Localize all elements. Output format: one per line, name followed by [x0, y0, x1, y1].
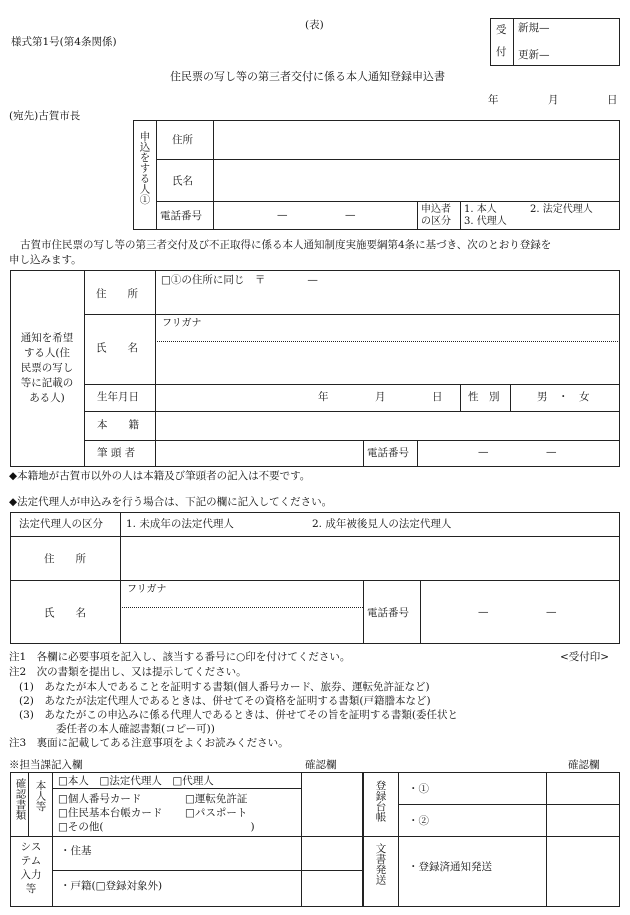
staff-reg-2: ・②	[408, 815, 429, 827]
legal-furigana: フリガナ	[127, 584, 167, 595]
staff-person-label: 本人等	[34, 780, 47, 812]
omote-label: (表)	[305, 19, 324, 31]
staff-confirm-2: 確認欄	[568, 759, 600, 771]
staff-jukiki: ・住基	[60, 845, 92, 857]
addressee: (宛先)古賀市長	[9, 110, 81, 122]
notify-address-label: 住 所	[96, 288, 138, 300]
staff-row-1: □本人 □法定代理人 □代理人	[58, 775, 214, 787]
staff-doc-send-label: 文書発送	[374, 843, 387, 885]
notify-birth-day: 日	[432, 391, 443, 403]
uketsuke-update: 更新—	[518, 49, 550, 61]
staff-doc-label: 確認書類	[14, 778, 27, 820]
notify-birth-month: 月	[375, 391, 386, 403]
applicant-side-label: 申込をする人①	[138, 131, 151, 205]
notify-furigana: フリガナ	[162, 318, 202, 329]
date-year: 年	[488, 94, 499, 106]
uketsuke-label-1: 受	[496, 24, 507, 36]
notify-side-label	[10, 331, 84, 406]
notify-side-line: 民票の写し	[20, 362, 74, 374]
note-2: 注2 次の書類を提出し、又は提示してください。	[9, 666, 247, 678]
staff-register-label: 登録台帳	[374, 780, 387, 822]
applicant-phone-label: 電話番号	[160, 210, 202, 222]
staff-title: ※担当課記入欄	[9, 759, 83, 771]
system-label-line: テム	[20, 855, 42, 867]
notify-sex-options: 男 ・ 女	[537, 391, 590, 403]
notify-honseki-label: 本 籍	[97, 419, 139, 431]
legal-phone-dash-1: —	[478, 606, 489, 618]
staff-row-2a: □個人番号カード	[58, 793, 142, 805]
legal-phone-dash-2: —	[546, 606, 557, 618]
notify-hittousha-label: 筆 頭 者	[97, 447, 136, 459]
note-2-3b: 委任者の本人確認書類(コピー可))	[56, 723, 215, 735]
notify-side-line: ある人)	[29, 392, 65, 404]
note-legal: ◆法定代理人が申込みを行う場合は、下記の欄に記入してください。	[9, 496, 333, 508]
staff-send-item: ・登録済通知発送	[408, 861, 492, 873]
uketsuke-new: 新規—	[518, 22, 550, 34]
legal-address-label: 住 所	[44, 553, 86, 565]
form-number: 様式第1号(第4条関係)	[11, 36, 117, 48]
note-3: 注3 裏面に記載してある注意事項をよくお読みください。	[9, 737, 289, 749]
notify-birth-label: 生年月日	[97, 391, 139, 403]
legal-option-2: 2. 成年被後見人の法定代理人	[312, 518, 452, 530]
notify-side-line: 等に記載の	[20, 377, 74, 389]
note-2-1: (1) あなたが本人であることを証明する書類(個人番号カード、旅券、運転免許証など)	[19, 681, 430, 693]
system-label-line: 入力	[20, 869, 42, 881]
legal-phone-label: 電話番号	[367, 607, 409, 619]
staff-koseki: ・戸籍(□登録対象外)	[60, 880, 163, 892]
notify-birth-year: 年	[318, 391, 329, 403]
staff-table-right	[363, 772, 620, 907]
applicant-class-option-3: 3. 代理人	[464, 216, 507, 227]
notify-side-line: 通知を希望	[20, 332, 74, 344]
legal-option-1: 1. 未成年の法定代理人	[126, 518, 234, 530]
system-label-line: シス	[20, 841, 42, 853]
staff-confirm-1: 確認欄	[305, 759, 337, 771]
applicant-class-option-2: 2. 法定代理人	[530, 204, 593, 215]
notify-same-address[interactable]: □①の住所に同じ 〒 —	[161, 274, 318, 286]
applicant-name-label: 氏名	[172, 175, 193, 187]
applicant-phone-dash-1: —	[277, 209, 288, 221]
system-label-line: 等	[25, 883, 37, 895]
applicant-class-option-1: 1. 本人	[464, 204, 497, 215]
staff-row-2b: □運転免許証	[185, 793, 248, 805]
legal-class-label: 法定代理人の区分	[19, 518, 103, 530]
uketsuke-box	[490, 18, 620, 66]
staff-row-3a: □住民基本台帳カード	[58, 807, 163, 819]
note-honseki: ◆本籍地が古賀市以外の人は本籍及び筆頭者の記入は不要です。	[9, 470, 311, 482]
applicant-address-label: 住所	[172, 134, 193, 146]
note-2-2: (2) あなたが法定代理人であるときは、併せてその資格を証明する書類(戸籍謄本など)	[19, 695, 431, 707]
staff-row-3b: □パスポート	[185, 807, 248, 819]
applicant-class-label-2: の区分	[421, 216, 451, 227]
intro-text-line-1: 古賀市住民票の写し等の第三者交付及び不正取得に係る本人通知制度実施要綱第4条に基づき、次のとおり登録を	[20, 239, 552, 251]
intro-text-line-2: 申し込みます。	[9, 254, 82, 266]
applicant-class-label-1: 申込者	[421, 204, 451, 215]
page-title: 住民票の写し等の第三者交付に係る本人通知登録申込書	[170, 70, 445, 83]
date-month: 月	[548, 94, 559, 106]
notify-phone-dash-2: —	[546, 446, 557, 458]
uketsuke-label-2: 付	[496, 46, 507, 58]
notify-phone-label: 電話番号	[367, 447, 409, 459]
date-day: 日	[607, 94, 618, 106]
staff-reg-1: ・①	[408, 783, 429, 795]
staff-system-label	[10, 840, 52, 896]
notify-sex-label: 性 別	[468, 391, 500, 403]
notify-side-line: する人(住	[23, 347, 71, 359]
legal-name-label: 氏 名	[44, 607, 86, 619]
note-1: 注1 各欄に必要事項を記入し、該当する番号に○印を付けてください。	[9, 651, 351, 663]
applicant-phone-dash-2: —	[345, 209, 356, 221]
uketsuke-in-label: <受付印>	[560, 651, 610, 663]
note-2-3a: (3) あなたがこの申込みに係る代理人であるときは、併せてその旨を証明する書類(委任状と	[19, 709, 458, 721]
notify-phone-dash-1: —	[478, 446, 489, 458]
legal-table	[10, 512, 620, 644]
notify-name-label: 氏 名	[96, 342, 138, 354]
staff-row-4: □その他( )	[58, 821, 255, 833]
